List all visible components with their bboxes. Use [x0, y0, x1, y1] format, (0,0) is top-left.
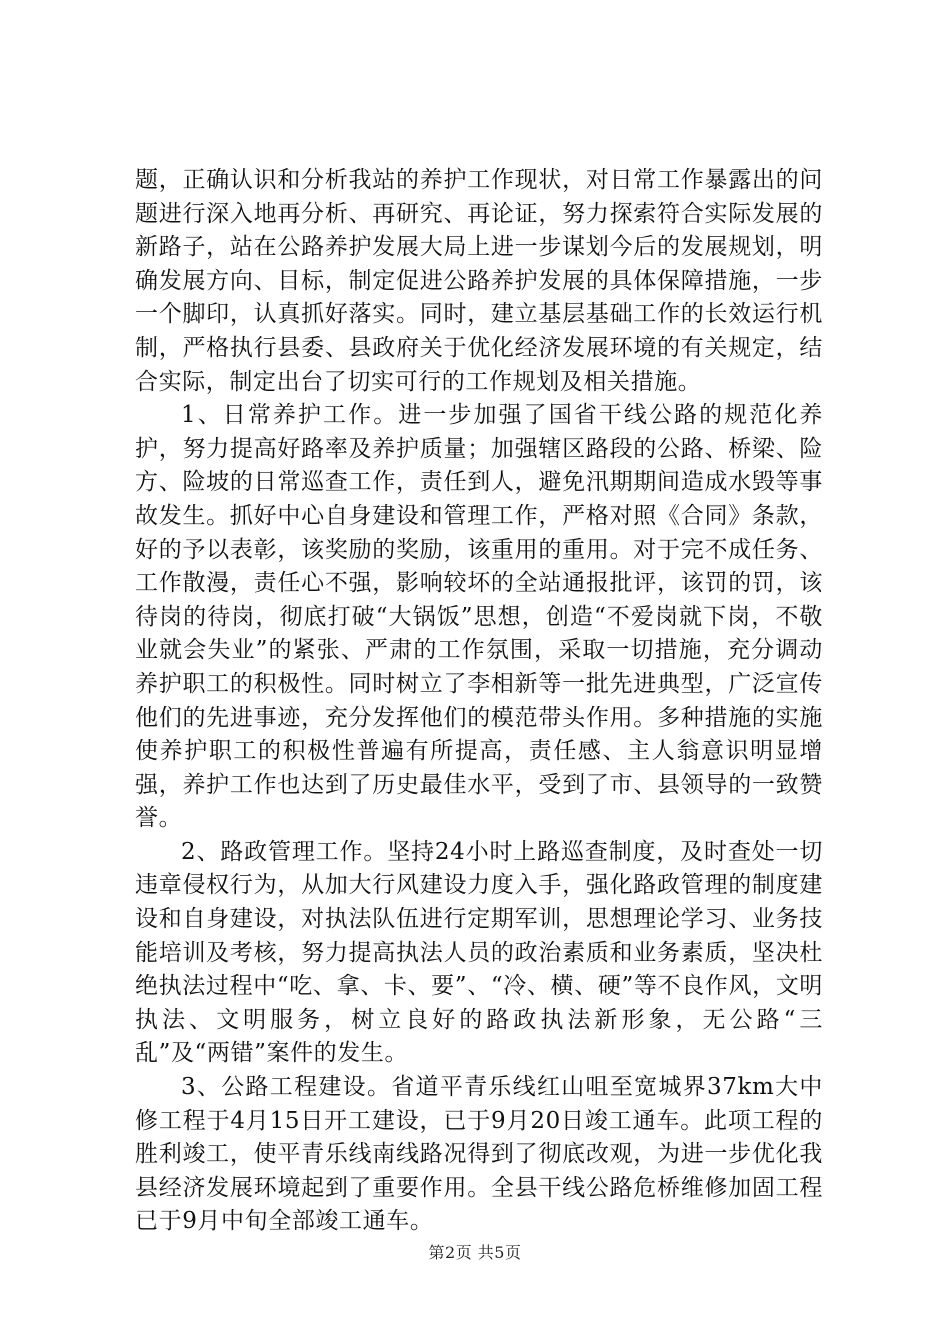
- paragraph-road-administration: 2、路政管理工作。坚持24小时上路巡查制度，及时查处一切违章侵权行为，从加大行风建设力度入手，强化路政管理的制度建设和自身建设，对执法队伍进行定期军训，思想理论学习、业务技能培训及考核，努力提高执法人员的政治素质和业务素质，坚决杜绝执法过程中“吃、拿、卡、要”、“冷、横、硬”等不良作风，文明执法、文明服务，树立良好的路政执法新形象，无公路“三乱”及“两错”案件的发生。: [135, 838, 823, 1067]
- page-footer: 第2页 共5页: [428, 1243, 522, 1262]
- paragraph-continuation: 题，正确认识和分析我站的养护工作现状，对日常工作暴露出的问题进行深入地再分析、再研究、再论证，努力探索符合实际发展的新路子，站在公路养护发展大局上进一步谋划今后的发展规划，明确发展方向、目标，制定促进公路养护发展的具体保障措施，一步一个脚印，认真抓好落实。同时，建立基层基础工作的长效运行机制，严格执行县委、县政府关于优化经济发展环境的有关规定，结合实际，制定出台了切实可行的工作规划及相关措施。: [135, 167, 823, 395]
- document-body: [135, 164, 823, 1239]
- paragraph-daily-maintenance: 1、日常养护工作。进一步加强了国省干线公路的规范化养护，努力提高好路率及养护质量；加强辖区路段的公路、桥梁、险方、险坡的日常巡查工作，责任到人，避免汛期期间造成水毁等事故发生。抓好中心自身建设和管理工作，严格对照《合同》条款，好的予以表彰，该奖励的奖励，该重用的重用。对于完不成任务、工作散漫，责任心不强，影响较坏的全站通报批评，该罚的罚，该待岗的待岗，彻底打破“大锅饭”思想，创造“不爱岗就下岗，不敬业就会失业”的紧张、严肃的工作氛围，采取一切措施，充分调动养护职工的积极性。同时树立了李相新等一批先进典型，广泛宣传他们的先进事迹，充分发挥他们的模范带头作用。多种措施的实施使养护职工的积极性普遍有所提高，责任感、主人翁意识明显增强，养护工作也达到了历史最佳水平，受到了市、县领导的一致赞誉。: [135, 402, 823, 832]
- paragraph-road-construction: 3、公路工程建设。省道平青乐线红山咀至宽城界37km大中修工程于4月15日开工建设，已于9月20日竣工通车。此项工程的胜利竣工，使平青乐线南线路况得到了彻底改观，为进一步优化我县经济发展环境起到了重要作用。全县干线公路危桥维修加固工程已于9月中旬全部竣工通车。: [135, 1074, 823, 1235]
